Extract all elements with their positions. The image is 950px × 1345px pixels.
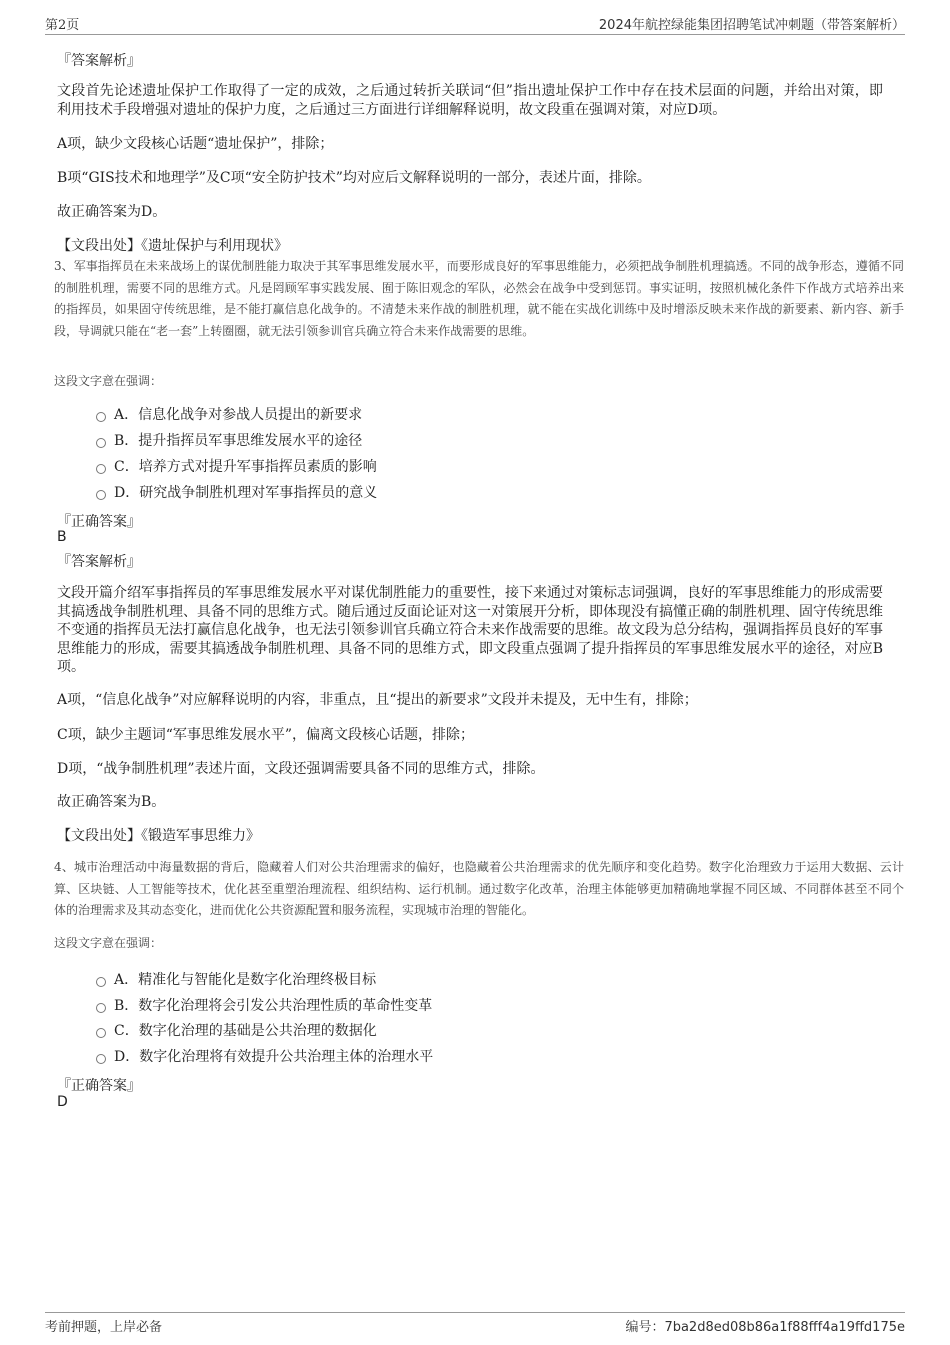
question-4-prompt: 这段文字意在强调： [54,936,163,950]
analysis-option-a: A项，“信息化战争”对应解释说明的内容，非重点，且“提出的新要求”文段并未提及，无中生有，排除； [57,692,698,708]
radio-icon[interactable] [96,464,106,474]
question-3-option-c[interactable] [96,456,377,476]
footer-slogan: 考前押题，上岸必备 [45,1319,163,1335]
correct-answer-label: 『正确答案』 [57,514,141,530]
radio-icon[interactable] [96,977,106,987]
question-4-option-a[interactable] [96,969,376,989]
radio-icon[interactable] [96,412,106,422]
source-note: 【文段出处】《遗址保护与利用现状》 [57,238,288,254]
document-title: 2024年航控绿能集团招聘笔试冲刺题（带答案解析） [598,17,905,33]
option-label: C．培养方式对提升军事指挥员素质的影响 [114,459,377,475]
question-3-option-d[interactable] [96,482,377,502]
analysis-option-c: C项，缺少主题词“军事思维发展水平”，偏离文段核心话题，排除； [57,727,475,743]
question-4-option-c[interactable] [96,1020,377,1040]
analysis-text: 文段首先论述遗址保护工作取得了一定的成效，之后通过转折关联词“但”指出遗址保护工作中存在技术层面的问题，并给出对策，即利用技术手段增强对遗址的保护力度，之后通过三方面进行详细解释说明，故文段重在强调对策，对应D项。 [57,83,883,118]
question-3-option-a[interactable] [96,404,362,424]
question-4-text: 4、城市治理活动中海量数据的背后，隐藏着人们对公共治理需求的偏好，也隐藏着公共治理需求的优先顺序和变化趋势。数字化治理致力于运用大数据、云计算、区块链、人工智能等技术，优化甚至重塑治理流程、组织结构、运行机制。通过数字化改革，治理主体能够更加精确地掌握不同区域、不同群体甚至不同个体的治理需求及其动态变化，进而优化公共资源配置和服务流程，实现城市治理的智能化。 [54,860,904,917]
option-label: D．研究战争制胜机理对军事指挥员的意义 [114,485,378,501]
option-label: A．信息化战争对参战人员提出的新要求 [114,407,363,423]
document-code: 编号：7ba2d8ed08b86a1f88fff4a19ffd175e [625,1319,905,1335]
page-footer [45,1312,905,1335]
option-label: B．数字化治理将会引发公共治理性质的革命性变革 [114,998,433,1014]
option-label: C．数字化治理的基础是公共治理的数据化 [114,1023,377,1039]
question-3-prompt: 这段文字意在强调： [54,374,163,388]
radio-icon[interactable] [96,490,106,500]
question-4-option-d[interactable] [96,1046,433,1066]
correct-answer: D [57,1094,68,1110]
analysis-label: 『答案解析』 [57,554,141,570]
question-3-option-b[interactable] [96,430,362,450]
page-number: 第2页 [45,17,80,33]
analysis-label: 『答案解析』 [57,53,141,69]
question-4-option-b[interactable] [96,995,432,1015]
analysis-conclusion: 故正确答案为B。 [57,794,166,810]
analysis-option-d: D项，“战争制胜机理”表述片面，文段还强调需要具备不同的思维方式，排除。 [57,761,545,777]
source-note: 【文段出处】《锻造军事思维力》 [57,828,260,844]
option-label: B．提升指挥员军事思维发展水平的途径 [114,433,363,449]
radio-icon[interactable] [96,1003,106,1013]
option-label: A．精准化与智能化是数字化治理终极目标 [114,972,377,988]
correct-answer: B [57,529,67,545]
correct-answer-label: 『正确答案』 [57,1078,141,1094]
page-header [45,14,905,35]
option-label: D．数字化治理将有效提升公共治理主体的治理水平 [114,1049,434,1065]
analysis-text: 文段开篇介绍军事指挥员的军事思维发展水平对谋优制胜能力的重要性，接下来通过对策标志词强调，良好的军事思维能力的形成需要其搞透战争制胜机理、具备不同的思维方式。随后通过反面论证对这一对策展开分析，即体现没有搞懂正确的制胜机理、固守传统思维不变通的指挥员无法打赢信息化战争，也无法引领参训官兵确立符合未来作战需要的思维。故文段为总分结构，强调指挥员良好的军事思维能力的形成，需要其搞透战争制胜机理、具备不同的思维方式，即文段重点强调了提升指挥员的军事思维发展水平的途径，对应B项。 [57,585,883,675]
radio-icon[interactable] [96,1054,106,1064]
radio-icon[interactable] [96,438,106,448]
question-3-text: 3、军事指挥员在未来战场上的谋优制胜能力取决于其军事思维发展水平，而要形成良好的军事思维能力，必须把战争制胜机理搞透。不同的战争形态，遵循不同的制胜机理，需要不同的思维方式。凡是罔顾军事实践发展、囿于陈旧观念的军队，必然会在战争中受到惩罚。事实证明，按照机械化条件下作战方式培养出来的指挥员，如果固守传统思维，是不能打赢信息化战争的。不清楚未来作战的制胜机理，就不能在实战化训练中及时增添反映未来作战的新要素、新内容、新手段，导调就只能在“老一套”上转圈圈，就无法引领参训官兵确立符合未来作战需要的思维。 [54,259,904,338]
analysis-option-a: A项，缺少文段核心话题“遗址保护”，排除； [57,136,334,152]
analysis-option-bc: B项“GIS技术和地理学”及C项“安全防护技术”均对应后文解释说明的一部分，表述片面，排除。 [57,170,651,186]
analysis-conclusion: 故正确答案为D。 [57,204,167,220]
radio-icon[interactable] [96,1028,106,1038]
